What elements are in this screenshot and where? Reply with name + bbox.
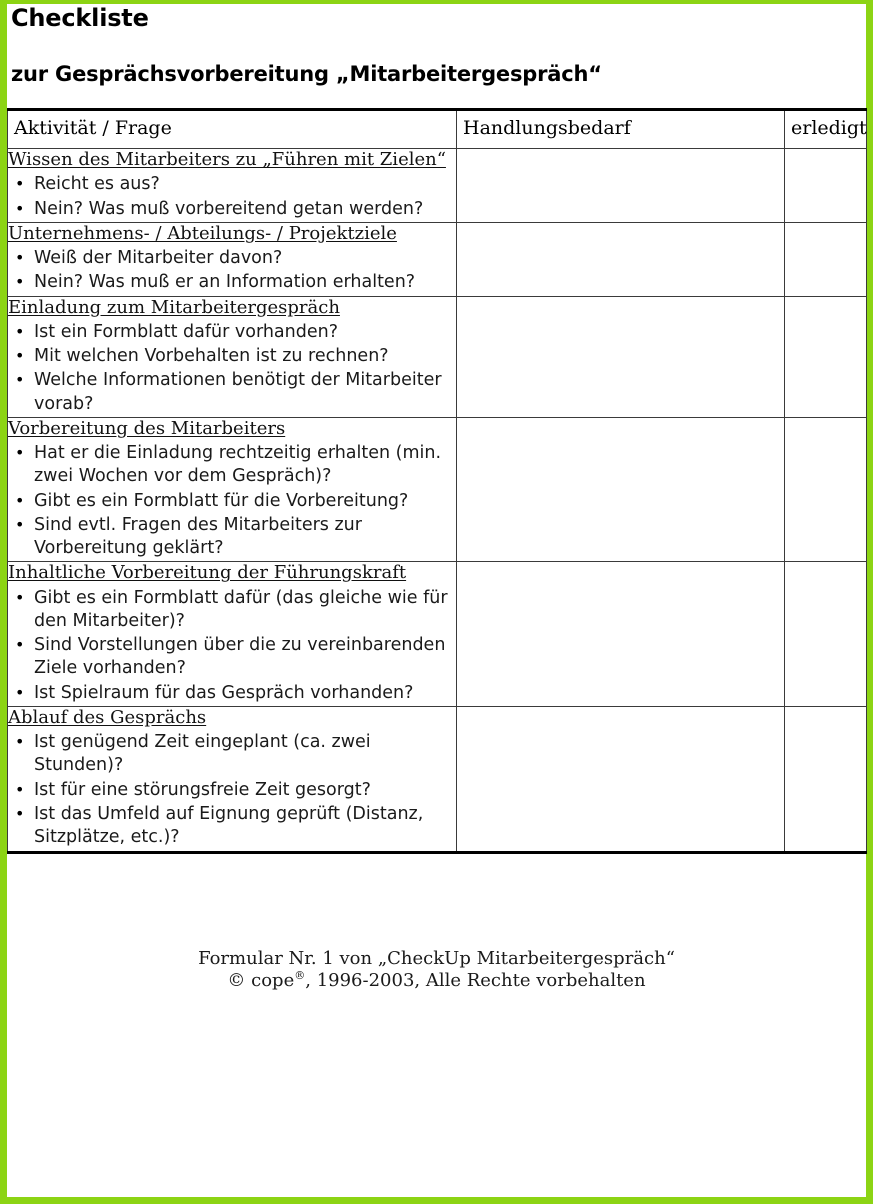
cell-done[interactable] xyxy=(785,417,867,562)
cell-activity xyxy=(8,562,457,707)
list-item: • Ist das Umfeld auf Eignung geprüft (Distanz, Sitzplätze, etc.)? xyxy=(8,803,456,850)
cell-done[interactable] xyxy=(785,296,867,417)
cell-action-needed[interactable] xyxy=(457,706,785,852)
column-header-done: erledigt xyxy=(785,110,867,149)
column-header-activity: Aktivität / Frage xyxy=(8,110,457,149)
table-header-row xyxy=(8,110,867,149)
cell-action-needed[interactable] xyxy=(457,222,785,296)
list-item: • Reicht es aus? xyxy=(8,173,456,196)
group-title: Unternehmens- / Abteilungs- / Projektziele xyxy=(8,222,397,244)
page-subtitle: zur Gesprächsvorbereitung „Mitarbeitergespräch“ xyxy=(11,62,602,86)
page-border-right xyxy=(866,0,873,1204)
question-list xyxy=(8,247,456,295)
page-border-left xyxy=(0,0,7,1204)
cell-done[interactable] xyxy=(785,149,867,223)
group-title: Ablauf des Gesprächs xyxy=(8,706,207,728)
column-header-action: Handlungsbedarf xyxy=(457,110,785,149)
registered-trademark-icon: ® xyxy=(294,969,306,983)
question-list xyxy=(8,731,456,849)
list-item: • Gibt es ein Formblatt für die Vorbereitung? xyxy=(8,490,456,513)
table-body xyxy=(8,149,867,853)
cell-done[interactable] xyxy=(785,222,867,296)
table-header xyxy=(8,110,867,149)
list-item: • Gibt es ein Formblatt dafür (das gleiche wie für den Mitarbeiter)? xyxy=(8,587,456,634)
cell-activity xyxy=(8,222,457,296)
question-list xyxy=(8,587,456,705)
cell-action-needed[interactable] xyxy=(457,562,785,707)
table-row xyxy=(8,562,867,707)
question-list xyxy=(8,173,456,221)
table-row xyxy=(8,222,867,296)
cell-activity xyxy=(8,296,457,417)
table-row xyxy=(8,706,867,852)
document-heading xyxy=(7,4,866,108)
list-item: • Sind Vorstellungen über die zu vereinbarenden Ziele vorhanden? xyxy=(8,634,456,681)
cell-action-needed[interactable] xyxy=(457,296,785,417)
group-title: Inhaltliche Vorbereitung der Führungskraft xyxy=(8,562,407,584)
footer-copyright xyxy=(7,969,866,992)
list-item: • Welche Informationen benötigt der Mitarbeiter vorab? xyxy=(8,369,456,416)
cell-activity xyxy=(8,417,457,562)
document-footer xyxy=(7,924,866,993)
table-row xyxy=(8,417,867,562)
question-list xyxy=(8,442,456,560)
cell-activity xyxy=(8,149,457,223)
list-item: • Nein? Was muß vorbereitend getan werden? xyxy=(8,198,456,221)
list-item: • Nein? Was muß er an Information erhalten? xyxy=(8,271,456,294)
list-item: • Ist genügend Zeit eingeplant (ca. zwei Stunden)? xyxy=(8,731,456,778)
group-title: Vorbereitung des Mitarbeiters xyxy=(8,417,286,439)
page-title: Checkliste xyxy=(11,4,149,32)
table-row xyxy=(8,296,867,417)
list-item: • Mit welchen Vorbehalten ist zu rechnen? xyxy=(8,345,456,368)
checklist-table xyxy=(7,108,867,854)
cell-action-needed[interactable] xyxy=(457,149,785,223)
list-item: • Sind evtl. Fragen des Mitarbeiters zur Vorbereitung geklärt? xyxy=(8,514,456,561)
footer-form-reference: Formular Nr. 1 von „CheckUp Mitarbeitergespräch“ xyxy=(198,947,675,969)
list-item: • Hat er die Einladung rechtzeitig erhalten (min. zwei Wochen vor dem Gespräch)? xyxy=(8,442,456,489)
group-title: Einladung zum Mitarbeitergespräch xyxy=(8,296,340,318)
cell-done[interactable] xyxy=(785,562,867,707)
cell-activity xyxy=(8,706,457,852)
footer-copyright-suffix: , 1996-2003, Alle Rechte vorbehalten xyxy=(305,970,646,992)
list-item: • Weiß der Mitarbeiter davon? xyxy=(8,247,456,270)
list-item: • Ist Spielraum für das Gespräch vorhanden? xyxy=(8,682,456,705)
table-row xyxy=(8,149,867,223)
table-tail-space xyxy=(7,854,866,924)
list-item: • Ist ein Formblatt dafür vorhanden? xyxy=(8,321,456,344)
page-border-bottom xyxy=(0,1197,873,1204)
list-item: • Ist für eine störungsfreie Zeit gesorgt? xyxy=(8,779,456,802)
question-list xyxy=(8,321,456,416)
cell-action-needed[interactable] xyxy=(457,417,785,562)
cell-done[interactable] xyxy=(785,706,867,852)
group-title: Wissen des Mitarbeiters zu „Führen mit Zielen“ xyxy=(8,149,446,170)
page-content xyxy=(7,4,866,1197)
footer-copyright-prefix: © cope xyxy=(227,970,295,992)
